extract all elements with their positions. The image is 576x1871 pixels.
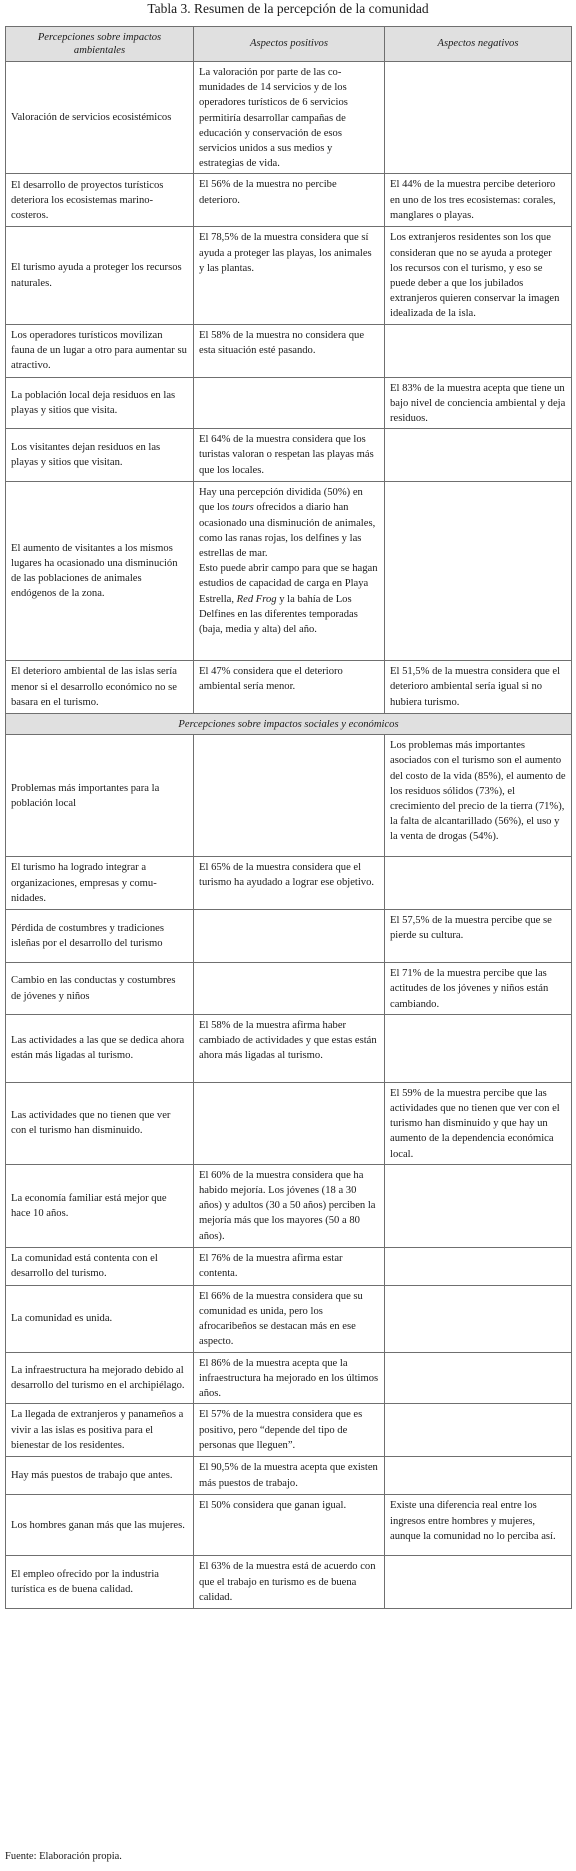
cell-text: Hay una percepción dividida (50%) en que los [199,487,363,514]
table-row [6,1404,572,1457]
positive-cell: La valoración por parte de las comunidades de 14 servicios y de los operadores turísticos de 6 servicios permitiría desarrollar campañas de educación y conservación de esos servicios unidos a sus medios y estrategias de vida. [194,62,385,174]
negative-cell: Los problemas más importantes asociados con el turismo son el aumento del costo de la vida (85%), el aumento de los residuos sólidos (73%), el crecimiento del precio de la tierra (71%), la falta de alcantarillado (56%), el uso y la venta de drogas (54%). [385,735,572,857]
positive-cell: El 64% de la muestra considera que los turistas valoran o respetan las playas más que los locales. [194,429,385,482]
negative-cell [385,1556,572,1609]
positive-cell [194,963,385,1015]
positive-cell [194,1082,385,1164]
positive-cell: El 58% de la muestra no considera que esta situación esté pasando. [194,324,385,377]
negative-cell: El 71% de la muestra percibe que las actitudes de los jóvenes y niños están cambiando. [385,963,572,1015]
negative-cell [385,1404,572,1457]
header-row [6,27,572,62]
table-row [6,1556,572,1609]
positive-cell: El 76% de la muestra afirma estar contenta. [194,1247,385,1285]
positive-cell: El 78,5% de la muestra considera que sí ayuda a proteger las playas, los animales y las plantas. [194,227,385,324]
social-rows [6,735,572,1609]
positive-cell: El 86% de la muestra acepta que la infraestructura ha mejorado en los últimos años. [194,1352,385,1404]
italic-term: Red Frog [236,593,277,605]
table-row [6,1164,572,1247]
environmental-rows [6,62,572,714]
negative-cell [385,1285,572,1352]
row-label: Valoración de servicios ecosistémicos [6,62,194,174]
negative-cell [385,324,572,377]
table-row [6,1285,572,1352]
negative-cell [385,1457,572,1495]
table-row [6,1247,572,1285]
header-negative: Aspectos negativos [385,27,572,62]
row-label: La comunidad es unida. [6,1285,194,1352]
negative-cell: El 59% de la muestra percibe que las actividades que no tienen que ver con el turismo han disminuido y que hay un aumento de la dependencia económica local. [385,1082,572,1164]
row-label: Hay más puestos de trabajo que antes. [6,1457,194,1495]
positive-cell [194,910,385,963]
table-row [6,1495,572,1556]
table-row [6,910,572,963]
negative-cell [385,857,572,910]
positive-cell: El 57% de la muestra considera que es positivo, pero “depende del tipo de personas que lleguen”. [194,1404,385,1457]
positive-cell: El 65% de la muestra considera que el turismo ha ayudado a lograr ese objetivo. [194,857,385,910]
table-row [6,377,572,429]
negative-cell [385,1247,572,1285]
positive-cell: El 58% de la muestra afirma haber cambiado de actividades y que estas están ahora más ligadas al turismo. [194,1014,385,1082]
negative-cell: El 51,5% de la muestra considera que el deterioro ambiental sería igual si no hubiera turismo. [385,661,572,714]
row-label: El deterioro ambiental de las islas sería menor si el desarrollo económico no se basara en el turismo. [6,661,194,714]
cell-text: Esto puede abrir campo para que se hagan estudios de capacidad de carga en Playa Estrella, [199,563,378,605]
row-label: La comunidad está contenta con el desarrollo del turismo. [6,1247,194,1285]
positive-cell: El 90,5% de la muestra acepta que existen más puestos de trabajo. [194,1457,385,1495]
positive-cell: El 63% de la muestra está de acuerdo con que el trabajo en turismo es de buena calidad. [194,1556,385,1609]
row-label: Las actividades que no tienen que ver con el turismo han disminuido. [6,1082,194,1164]
row-label: La llegada de extranjeros y panameños a vivir a las islas es positiva para el bienestar de los residentes. [6,1404,194,1457]
table-row [6,1014,572,1082]
negative-cell [385,62,572,174]
positive-cell [194,482,385,661]
negative-cell [385,1352,572,1404]
row-label: El turismo ayuda a proteger los recursos naturales. [6,227,194,324]
negative-cell [385,482,572,661]
row-label: El turismo ha logrado integrar a organizaciones, empresas y comunidades. [6,857,194,910]
row-label: Problemas más importantes para la población local [6,735,194,857]
negative-cell [385,1164,572,1247]
negative-cell [385,429,572,482]
row-label: El aumento de visitantes a los mismos lugares ha ocasionado una disminución de las poblaciones de animales endógenos de la zona. [6,482,194,661]
row-label: El empleo ofrecido por la industria turística es de buena calidad. [6,1556,194,1609]
row-label: Pérdida de costumbres y tradiciones isleñas por el desarrollo del turismo [6,910,194,963]
table-row [6,62,572,174]
table-row [6,227,572,324]
table-row [6,1457,572,1495]
row-label: La infraestructura ha mejorado debido al desarrollo del turismo en el archipiélago. [6,1352,194,1404]
table-row [6,174,572,227]
header-environmental: Percepciones sobre impactos ambientales [6,27,194,62]
table-row [6,429,572,482]
row-label: Cambio en las conductas y costumbres de jóvenes y niños [6,963,194,1015]
row-label: Las actividades a las que se dedica ahora están más ligadas al turismo. [6,1014,194,1082]
negative-cell: El 44% de la muestra percibe deterioro en uno de los tres ecosistemas: corales, manglares o playas. [385,174,572,227]
table-row [6,1352,572,1404]
positive-cell [194,377,385,429]
negative-cell: Los extranjeros residentes son los que consideran que no se ayuda a proteger los recursos con el turismo, y eso se puede deber a que los jubilados extranjeros quieren conservar la imagen idealizada de la isla. [385,227,572,324]
row-label: La población local deja residuos en las playas y sitios que visita. [6,377,194,429]
positive-cell: El 66% de la muestra considera que su comunidad es unida, pero los afrocaribeños se destacan más en ese aspecto. [194,1285,385,1352]
table-row [6,857,572,910]
italic-term: tours [231,502,254,514]
cell-text: y la bahía de Los Delfines en las diferentes temporadas (baja, media y alta) del año. [199,593,358,636]
table-row [6,1082,572,1164]
row-label: Los hombres ganan más que las mujeres. [6,1495,194,1556]
section-row [6,714,572,735]
table-row [6,324,572,377]
row-label: Los operadores turísticos movilizan fauna de un lugar a otro para aumentar su atractivo. [6,324,194,377]
positive-cell: El 60% de la muestra considera que ha habido mejoría. Los jóvenes (18 a 30 años) y adultos (30 a 50 años) perciben la mejoría más que los mayores (50 a 80 años). [194,1164,385,1247]
negative-cell: El 83% de la muestra acepta que tiene un bajo nivel de conciencia ambiental y deja residuos. [385,377,572,429]
row-label: Los visitantes dejan residuos en las playas y sitios que visitan. [6,429,194,482]
row-label: La economía familiar está mejor que hace 10 años. [6,1164,194,1247]
table-row [6,963,572,1015]
row-label: El desarrollo de proyectos turísticos deteriora los ecosistemas marino-costeros. [6,174,194,227]
table-row [6,482,572,661]
community-perception-table [5,26,572,1609]
header-positive: Aspectos positivos [194,27,385,62]
positive-cell [194,735,385,857]
positive-cell: El 50% considera que ganan igual. [194,1495,385,1556]
section-social-label: Percepciones sobre impactos sociales y económicos [6,714,572,735]
table-row [6,661,572,714]
table-row [6,735,572,857]
cell-text: ofrecidos a diario han ocasionado una disminución de animales, como las ranas rojas, los delfines y las estrellas de mar. [199,502,376,560]
negative-cell: El 57,5% de la muestra percibe que se pierde su cultura. [385,910,572,963]
negative-cell [385,1014,572,1082]
positive-cell: El 47% considera que el deterioro ambiental sería menor. [194,661,385,714]
table-source: Fuente: Elaboración propia. [5,1851,122,1862]
negative-cell: Existe una diferencia real entre los ingresos entre hombres y mujeres, aunque la comunidad no lo perciba así. [385,1495,572,1556]
positive-cell: El 56% de la muestra no percibe deterioro. [194,174,385,227]
table-caption: Tabla 3. Resumen de la percepción de la comunidad [147,1,429,16]
